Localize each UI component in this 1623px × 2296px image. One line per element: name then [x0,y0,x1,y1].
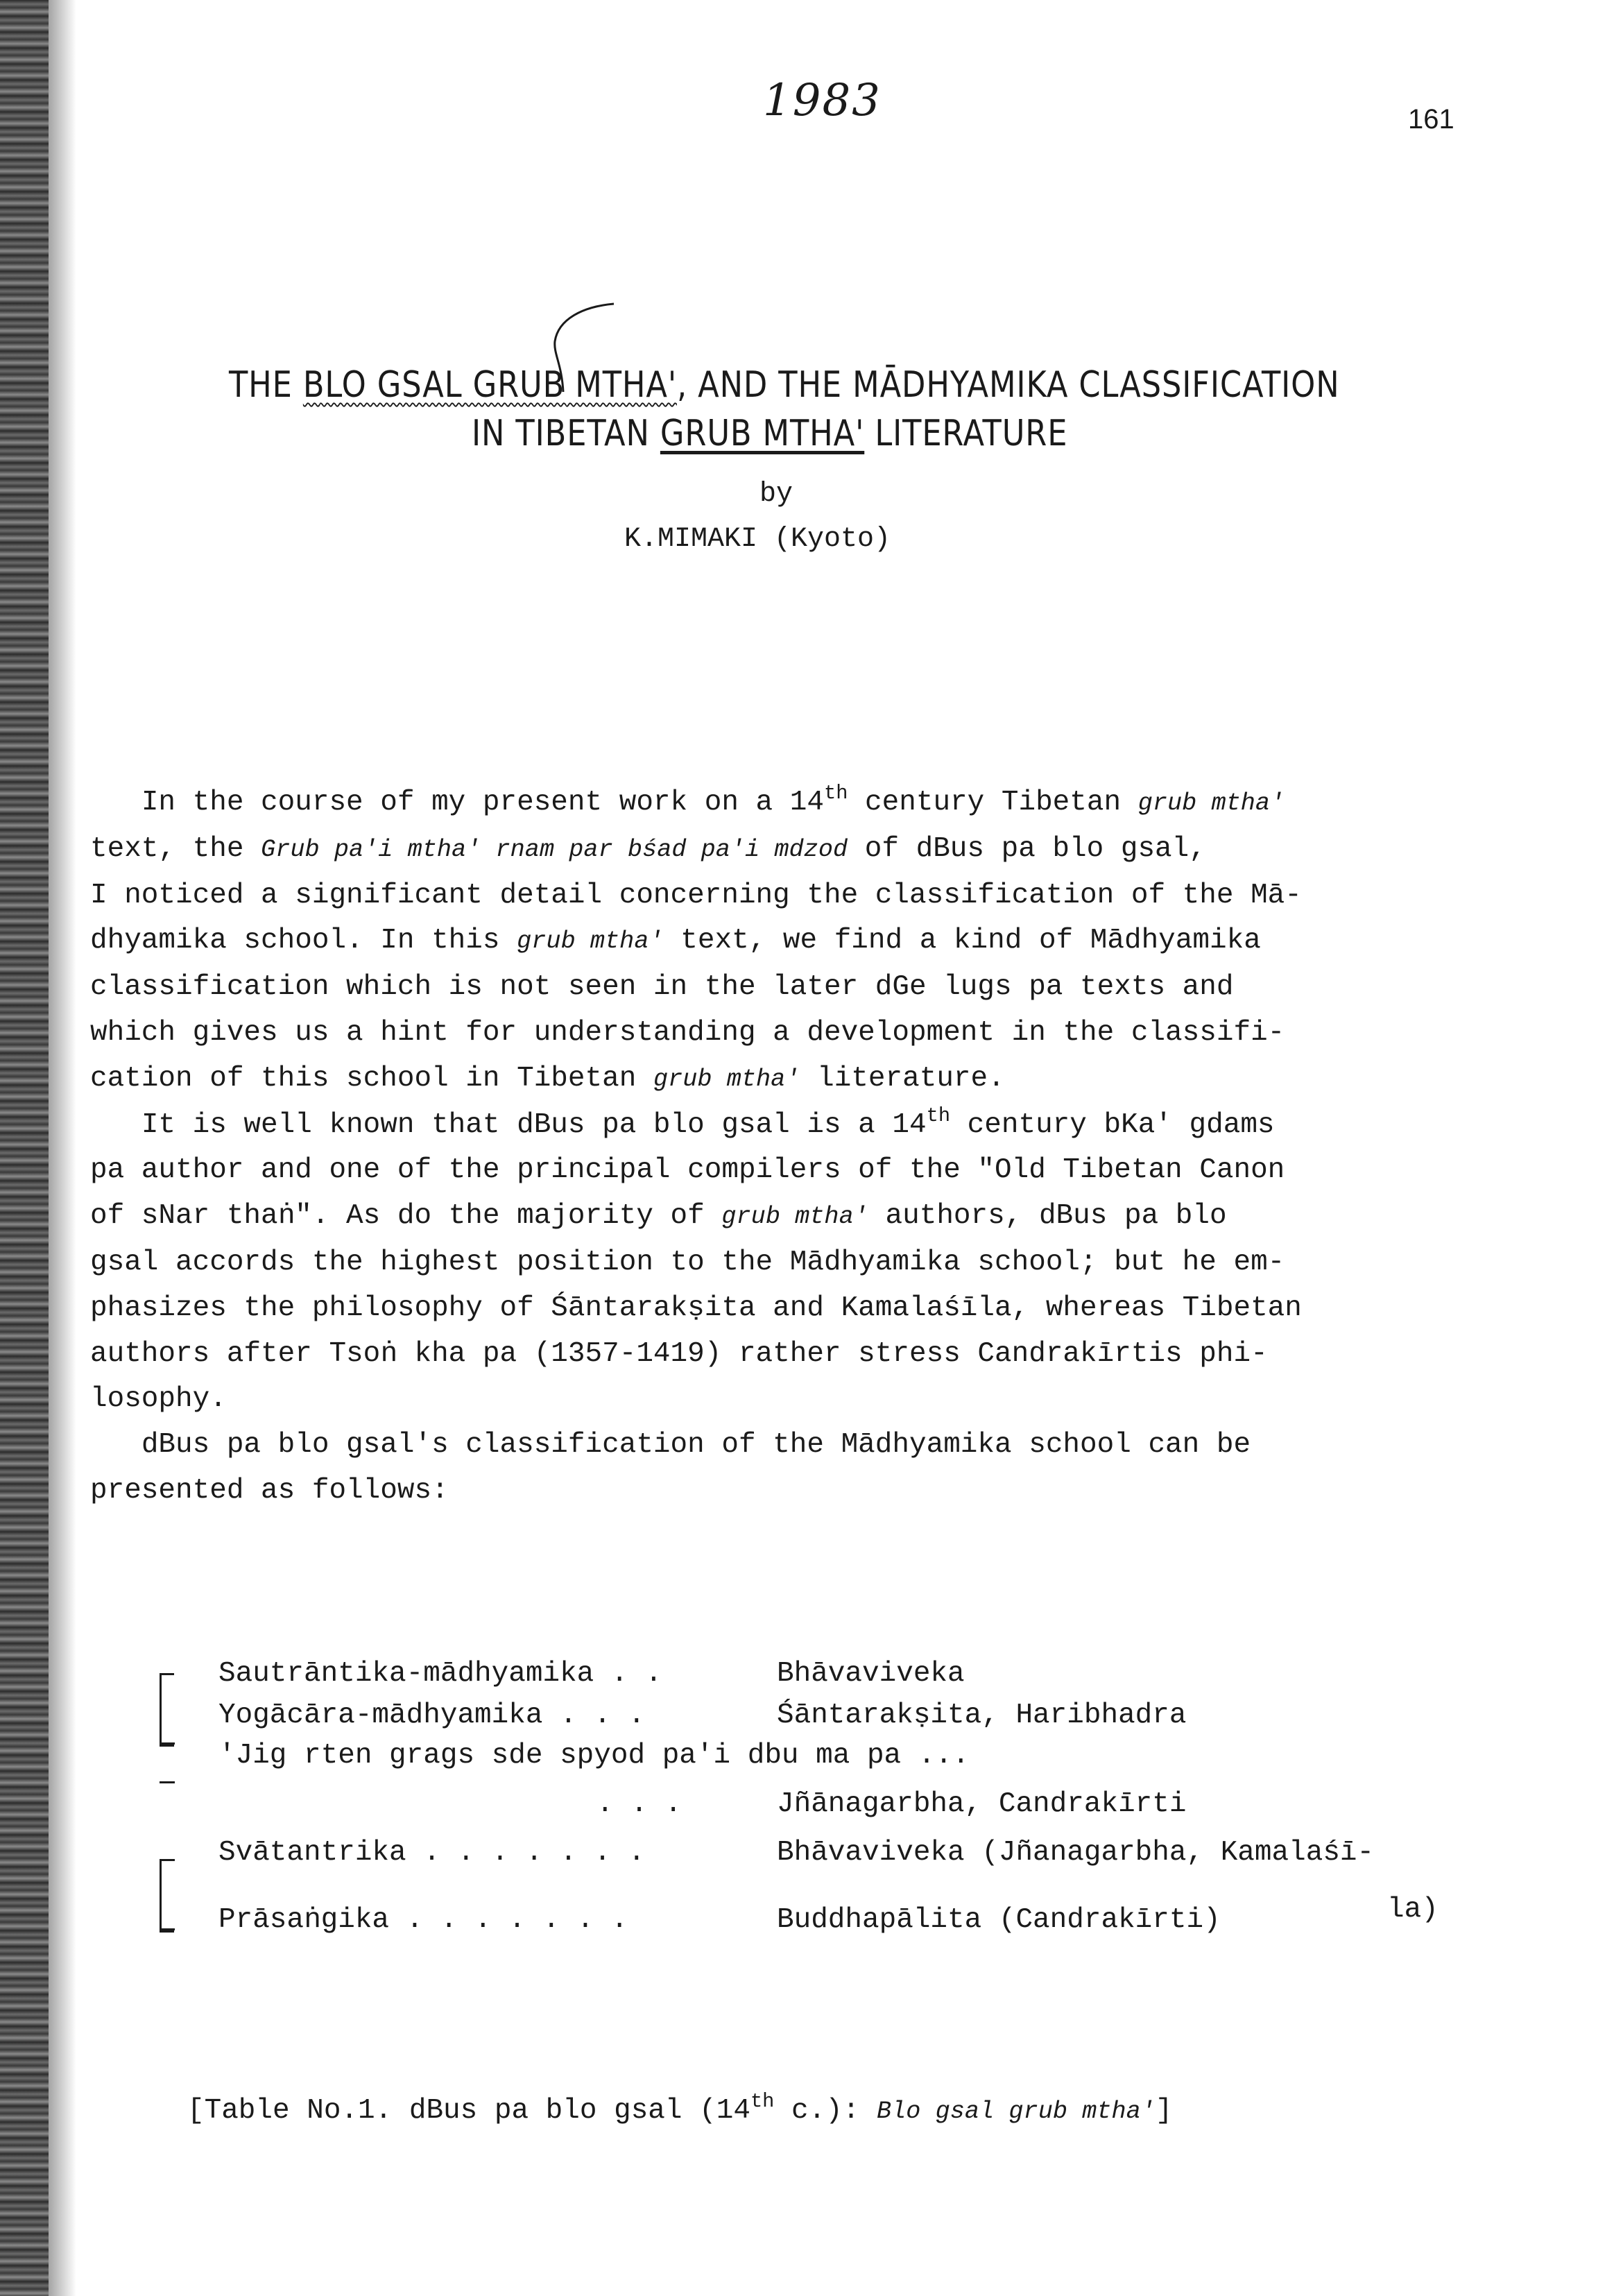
table-row-authors [777,1699,1187,1731]
text-line: of sNar thaṅ". As do the majority of grub mtha' authors, dBus pa blo [90,1200,1227,1233]
scan-binding-edge [0,0,49,2296]
handwritten-year: 1983 [763,75,882,126]
school-authors-continuation: la) [1387,1894,1439,1926]
body-text [90,780,1477,1514]
text-line: pa author and one of the principal compilers of the "Old Tibetan Canon [90,1154,1285,1187]
school-name: . . . [596,1788,682,1820]
byline-by: by [759,479,793,510]
title-underlined-text: GRUB MTHA' [660,413,865,454]
table-row [218,1740,970,1772]
school-authors: Śāntarakṣita, Haribhadra [777,1699,1187,1731]
text-line: It is well known that dBus pa blo gsal is a 14th century bKa' gdams [141,1104,1275,1141]
table-caption: [Table No.1. dBus pa blo gsal (14th c.): Blo gsal grub mtha'] [187,2090,1173,2127]
text-line: In the course of my present work on a 14th century Tibetan grub mtha' [141,782,1285,819]
table-row-authors [777,1904,1221,1936]
text-line: dhyamika school. In this grub mtha' text, we find a kind of Mādhyamika [90,925,1261,957]
page-number: 161 [1408,104,1454,135]
school-name: Svātantrika . . . . . . . [218,1837,646,1869]
text-line: dBus pa blo gsal's classification of the Mādhyamika school can be [141,1429,1251,1462]
bracket-tick [160,1928,175,1930]
table-row [218,1699,645,1731]
bracket-tick [160,1742,175,1745]
table-row [218,1904,628,1936]
author-line: K.MIMAKI (Kyoto) [624,524,891,555]
paragraph-1 [90,780,1477,1103]
paragraph-3 [90,1423,1477,1514]
school-name: Sautrāntika-mādhyamika . . [218,1658,662,1690]
table-row [218,1837,645,1869]
table-row [596,1788,682,1820]
text-line: authors after Tsoṅ kha pa (1357-1419) rather stress Candrakīrtis phi- [90,1337,1268,1370]
text-line: presented as follows: [90,1474,449,1507]
school-authors: Jñānagarbha, Candrakīrti [777,1788,1187,1820]
text-line: which gives us a hint for understanding a development in the classifi- [90,1016,1285,1049]
paragraph-2 [90,1103,1477,1423]
text-line: classification which is not seen in the later dGe lugs pa texts and [90,971,1234,1004]
title-underlined-text: BLO GSAL GRUB MTHA' [302,364,677,406]
school-name: Yogācāra-mādhyamika . . . [218,1699,646,1731]
table-row-note [1387,1894,1439,1926]
text-line: text, the Grub pa'i mtha' rnam par bśad pa'i mdzod of dBus pa blo gsal, [90,832,1206,865]
group-2-bracket [160,1859,174,1933]
paper-title-line-2: IN TIBETAN GRUB MTHA' LITERATURE [472,413,1068,454]
school-authors: Bhāvaviveka (Jñanagarbha, Kamalaśī- [777,1837,1375,1869]
bracket-tick [160,1859,175,1861]
text-line: phasizes the philosophy of Śāntarakṣita and Kamalaśīla, whereas Tibetan [90,1292,1302,1324]
text-line: I noticed a significant detail concerning the classification of the Mā- [90,879,1302,911]
scan-binding-shadow [49,0,76,2296]
text-line: losophy. [90,1383,227,1416]
group-1-bracket [160,1673,174,1747]
table-row [218,1658,662,1690]
text-line: gsal accords the highest position to the Mādhyamika school; but he em- [90,1246,1285,1278]
bracket-tick [160,1781,175,1783]
paper-title-line-1: THE BLO GSAL GRUB MTHA', AND THE MĀDHYAMIKA CLASSIFICATION [229,364,1340,406]
text-line: cation of this school in Tibetan grub mtha' literature. [90,1062,1005,1095]
school-authors: Bhāvaviveka [777,1658,965,1690]
school-name: 'Jig rten grags sde spyod pa'i dbu ma pa ... [218,1740,970,1772]
school-name: Prāsaṅgika . . . . . . . [218,1904,628,1936]
table-row-authors [777,1658,965,1690]
table-row-authors [777,1788,1187,1820]
school-authors: Buddhapālita (Candrakīrti) [777,1904,1221,1936]
table-row-authors [777,1837,1374,1869]
